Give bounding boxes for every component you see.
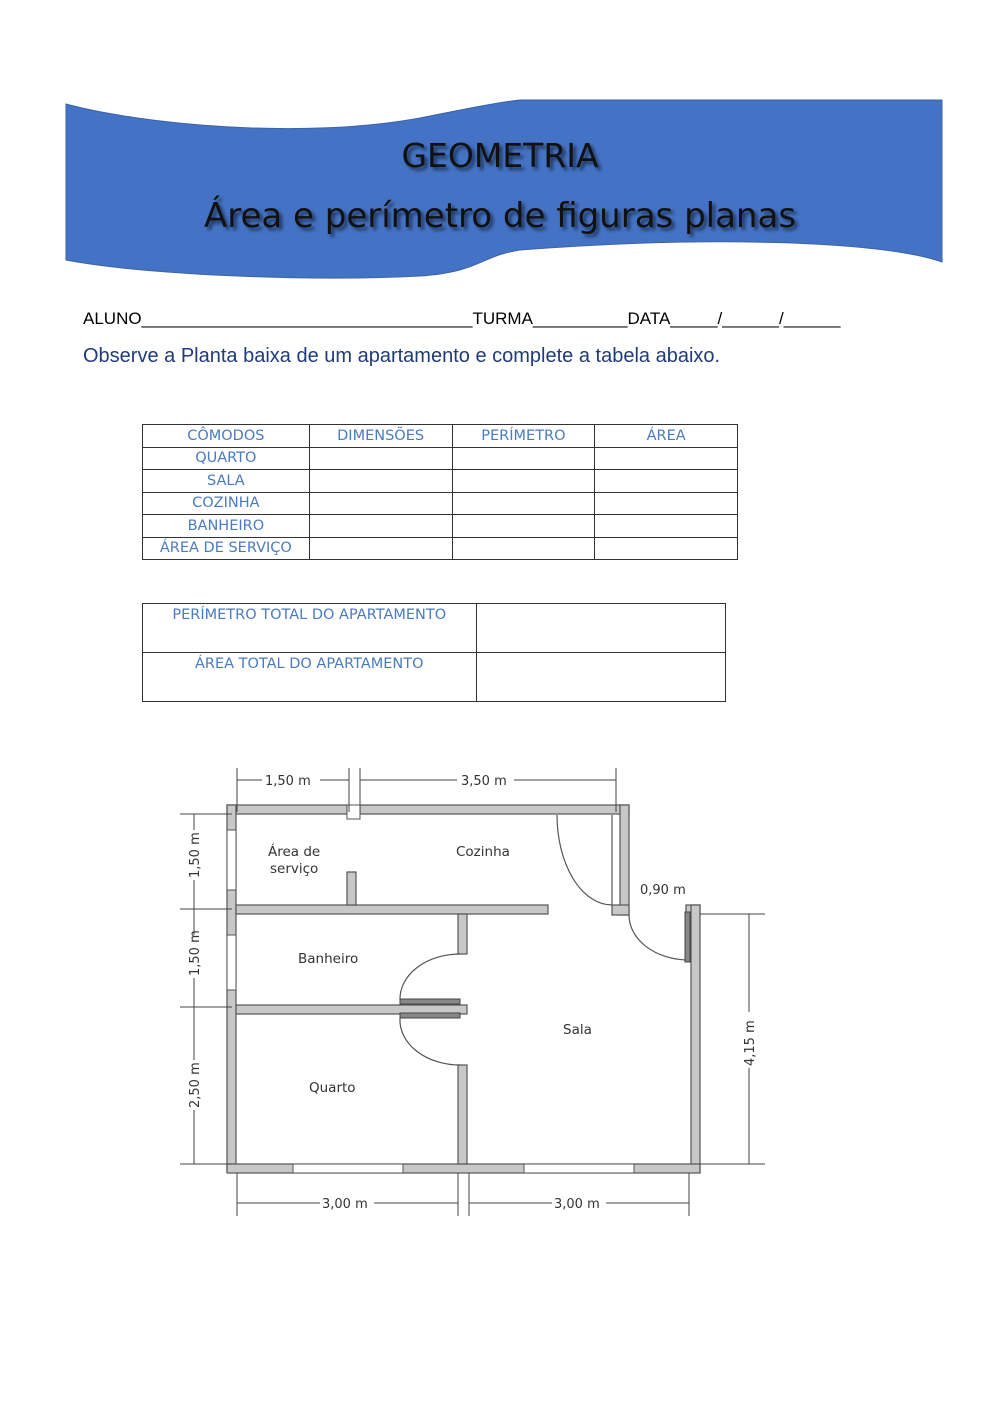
table-header-row <box>143 425 738 448</box>
label-quarto: Quarto <box>309 1080 356 1096</box>
dim-left-middle: 1,50 m <box>188 930 203 976</box>
answer-cell[interactable] <box>452 492 595 515</box>
table-row <box>143 492 738 515</box>
label-cozinha: Cozinha <box>456 844 510 860</box>
answer-cell[interactable] <box>476 604 725 653</box>
answer-cell[interactable] <box>452 447 595 470</box>
answer-cell[interactable] <box>595 447 738 470</box>
answer-cell[interactable] <box>476 653 725 702</box>
page-subtitle: Área e perímetro de figuras planas <box>203 196 797 236</box>
dim-bottom-right: 3,00 m <box>554 1197 600 1212</box>
table-row <box>143 653 726 702</box>
table-row <box>143 604 726 653</box>
answer-cell[interactable] <box>595 537 738 560</box>
instruction-text: Observe a Planta baixa de um apartamento e complete a tabela abaixo. <box>83 345 721 367</box>
dim-left-bottom: 2,50 m <box>188 1062 203 1108</box>
totals-table <box>142 603 726 702</box>
label-sala: Sala <box>563 1022 592 1038</box>
table-row <box>143 515 738 538</box>
header-comodos: CÔMODOS <box>143 425 310 448</box>
floor-plan <box>0 740 1000 1240</box>
rooms-table <box>142 424 738 560</box>
page-title: GEOMETRIA <box>401 136 599 175</box>
label-banheiro: Banheiro <box>298 951 359 967</box>
answer-cell[interactable] <box>595 515 738 538</box>
answer-cell[interactable] <box>309 537 452 560</box>
answer-cell[interactable] <box>309 470 452 493</box>
table-row <box>143 537 738 560</box>
header-dimensoes: DIMENSÕES <box>309 425 452 448</box>
row-label: SALA <box>143 470 310 493</box>
dim-top-right: 3,50 m <box>461 774 507 789</box>
label-area-servico-2: serviço <box>270 861 319 877</box>
answer-cell[interactable] <box>309 492 452 515</box>
row-label: PERÍMETRO TOTAL DO APARTAMENTO <box>143 604 477 653</box>
answer-cell[interactable] <box>452 470 595 493</box>
row-label: COZINHA <box>143 492 310 515</box>
header-perimetro: PERÍMETRO <box>452 425 595 448</box>
answer-cell[interactable] <box>309 447 452 470</box>
dim-bottom-left: 3,00 m <box>322 1197 368 1212</box>
label-area-servico-1: Área de <box>268 844 321 860</box>
answer-cell[interactable] <box>452 537 595 560</box>
dim-left-top: 1,50 m <box>188 832 203 878</box>
answer-cell[interactable] <box>595 470 738 493</box>
dim-top-left: 1,50 m <box>265 774 311 789</box>
row-label: BANHEIRO <box>143 515 310 538</box>
table-row <box>143 470 738 493</box>
table-row <box>143 447 738 470</box>
header-area: ÁREA <box>595 425 738 448</box>
row-label: ÁREA TOTAL DO APARTAMENTO <box>143 653 477 702</box>
answer-cell[interactable] <box>309 515 452 538</box>
row-label: QUARTO <box>143 447 310 470</box>
answer-cell[interactable] <box>452 515 595 538</box>
row-label: ÁREA DE SERVIÇO <box>143 537 310 560</box>
answer-cell[interactable] <box>595 492 738 515</box>
dim-door-width: 0,90 m <box>640 883 686 898</box>
student-info-line: ALUNO___________________________________TURMA__________DATA_____/______/______ <box>83 309 841 328</box>
dim-right: 4,15 m <box>743 1020 758 1066</box>
